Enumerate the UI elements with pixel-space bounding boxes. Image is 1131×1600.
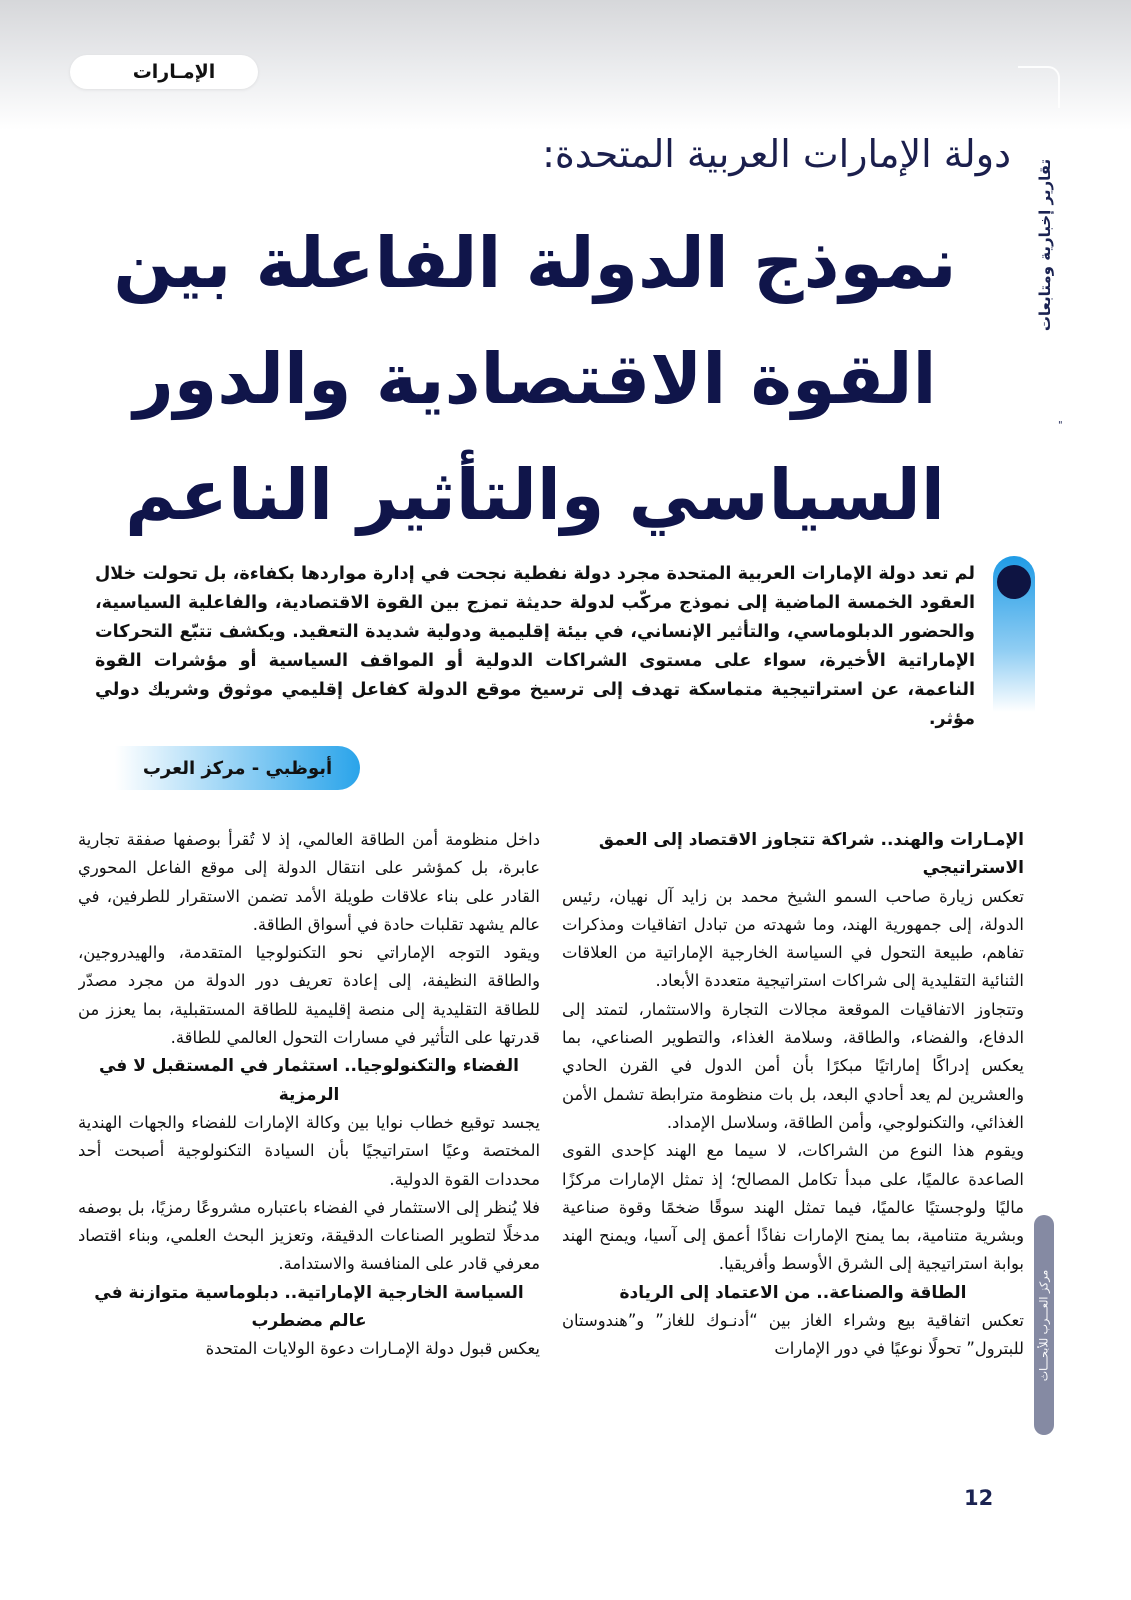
title-line: السياسي والتأثير الناعم xyxy=(125,454,945,536)
byline-text: أبوظبي - مركز العرب xyxy=(142,757,333,779)
column-right xyxy=(562,826,1024,1438)
paragraph: فلا يُنظر إلى الاستثمار في الفضاء باعتباره مشروعًا رمزيًا، بل بوصفه مدخلًا لتطوير الصناعات الدقيقة، وتعزيز البحث العلمي، وبناء اقتصاد معرفي قادر على المنافسة والاستدامة. xyxy=(78,1197,540,1274)
article-kicker: دولة الإمارات العربية المتحدة: xyxy=(542,132,1011,176)
paragraph: ويقود التوجه الإماراتي نحو التكنولوجيا المتقدمة، والهيدروجين، والطاقة النظيفة، إلى إعادة تعريف دور الدولة من مجرد مصدّر للطاقة التقليدية إلى منصة إقليمية للطاقة المستقبلية، بما يعزز من قدرتها على التأثير في مسارات التحول العالمي للطاقة. xyxy=(78,943,540,1048)
section-heading: الطاقة والصناعة.. من الاعتماد إلى الريادة xyxy=(619,1282,967,1303)
side-section-label xyxy=(1030,160,1060,330)
side-mark: " xyxy=(1058,420,1063,431)
paragraph: تعكس اتفاقية بيع وشراء الغاز بين “أدنـوك للغاز” و”هندوستان للبترول” تحولًا نوعيًا في دور الإمارات xyxy=(562,1311,1024,1359)
paragraph: وتتجاوز الاتفاقيات الموقعة مجالات التجارة والاستثمار، لتمتد إلى الدفاع، والفضاء، والطاقة، وسلامة الغذاء، والتطوير الصناعي، بما يعكس إدراكًا إماراتيًا مبكرًا بأن أمن الدول في القرن الحادي والعشرين لم يعد أحادي البعد، بل بات منظومة مترابطة تشمل الأمن الغذائي، والتكنولوجي، وأمن الطاقة، وسلاسل الإمداد. xyxy=(562,999,1024,1132)
paragraph: ويقوم هذا النوع من الشراكات، لا سيما مع الهند كإحدى القوى الصاعدة عالميًا، على مبدأ تكامل المصالح؛ إذ تمثل الإمارات مركزًا ماليًا ولوجستيًا عالميًا، فيما تمثل الهند سوقًا ضخمًا وقوة صناعية وبشرية متنامية، بما يمنح الإمارات نفاذًا أعمق إلى آسيا، ويمنح الهند بوابة استراتيجية إلى الشرق الأوسط وأفريقيا. xyxy=(562,1141,1024,1274)
byline xyxy=(115,746,360,790)
section-heading: الإمـارات والهند.. شراكة تتجاوز الاقتصاد إلى العمق الاستراتيجي xyxy=(598,830,1024,879)
section-heading: السياسة الخارجية الإماراتية.. دبلوماسية متوازنة في عالم مضطرب xyxy=(94,1282,524,1332)
paragraph: يعكس قبول دولة الإمـارات دعوة الولايات المتحدة xyxy=(205,1339,540,1359)
page-number: 12 xyxy=(964,1486,994,1510)
publisher-side-text: مركز العـــرب للأبحـــاث xyxy=(1037,1269,1051,1381)
title-line: القوة الاقتصادية والدور xyxy=(133,338,937,420)
side-section-label-text: تقارير إخبارية ومتابعات xyxy=(1036,158,1055,332)
section-heading: الفضاء والتكنولوجيا.. استثمار في المستقبل لا في الرمزية xyxy=(98,1056,520,1105)
section-badge-label: الإمـارات xyxy=(132,61,216,83)
paragraph: داخل منظومة أمن الطاقة العالمي، إذ لا تُقرأ بوصفها صفقة تجارية عابرة، بل كمؤشر على انتقال الدولة إلى موقع الفاعل المحوري القادر على بناء علاقات طويلة الأمد تضمن الاستقرار للطرفين، في عالم يشهد تقلبات حادة في أسواق الطاقة. xyxy=(78,830,540,934)
article-title xyxy=(100,205,970,553)
paragraph: تعكس زيارة صاحب السمو الشيخ محمد بن زايد آل نهيان، رئيس الدولة، إلى جمهورية الهند، وما شهدته من تبادل اتفاقيات ومذكرات تفاهم، طبيعة التحول في السياسة الخارجية الإماراتية من العلاقات الثنائية التقليدية إلى شراكات استراتيجية متعددة الأبعاد. xyxy=(562,886,1024,991)
title-line: نموذج الدولة الفاعلة بين xyxy=(113,222,957,304)
corner-decoration xyxy=(1018,66,1060,108)
article-intro: لم تعد دولة الإمارات العربية المتحدة مجرد دولة نفطية نجحت في إدارة مواردها بكفاءة، بل تحولت خلال العقود الخمسة الماضية إلى نموذج مركّب لدولة حديثة تمزج بين القوة الاقتصادية، والفاعلية السياسية، والحضور الدبلوماسي، والتأثير الإنساني، في بيئة إقليمية ودولية شديدة التعقيد. ويكشف تتبّع التحركات الإماراتية الأخيرة، سواء على مستوى الشراكات الدولية أو المواقف السياسية أو مؤشرات القوة الناعمة، عن استراتيجية متماسكة تهدف إلى ترسيخ موقع الدولة كفاعل إقليمي موثوق وشريك دولي مؤثر. xyxy=(95,564,975,729)
column-left xyxy=(78,826,540,1438)
section-badge xyxy=(70,55,258,89)
publisher-side-tab xyxy=(1034,1215,1054,1435)
bullet-dot-icon xyxy=(997,565,1031,599)
paragraph: يجسد توقيع خطاب نوايا بين وكالة الإمارات للفضاء والجهات الهندية المختصة وعيًا استراتيجيًا بأن السيادة التكنولوجية أصبحت أحد محددات القوة الدولية. xyxy=(78,1112,540,1189)
